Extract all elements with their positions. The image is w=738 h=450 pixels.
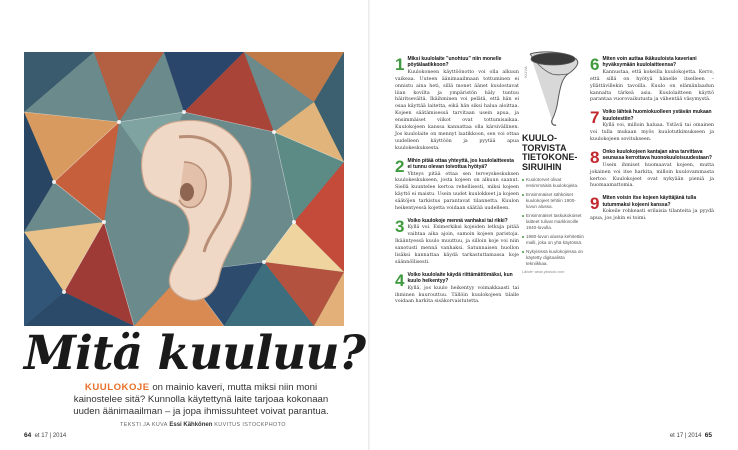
deck: [66, 382, 336, 418]
credits-photo-label: KUVITUS ISTOCKPHOTO: [214, 422, 286, 428]
question-number: 6: [590, 55, 600, 74]
question-block: [395, 158, 519, 213]
question-block: [590, 56, 714, 104]
deck-kicker: KUULOKOJE: [84, 382, 150, 393]
answer-text: Kyllä, jos kuulo heikentyy voimakkaasti tai ihminen kuurouttuu. Tällöin kuulokojeen tilalle voidaan harkita sisäkorvaistutetta.: [395, 285, 519, 305]
gutter: [368, 0, 370, 450]
question-number: 9: [590, 194, 600, 214]
folio-left-page: 64: [24, 432, 32, 439]
question-block: [395, 272, 519, 307]
column-3: [590, 56, 714, 228]
question-text: Onko kuulokojeen kantajan aina tarvittava seurassa kerrottava huonokuuloisuudestaan?: [602, 148, 712, 162]
answer-text: Kuulokoneen käyttöönotto voi olla alkuun vaikeaa. Uuteen äänimaailmaan tottuminen ei onnistu aina heti, sillä monet äänet kuulostavat liian kovilta ja ympäristön häly tuntuu häiritsevältä. Ikäihminen voi pelätä, että hän ei osaa käyttää laitetta, eikä hän siksi halua aloittaa. Kojeen säätämisessä tarvitaan usein apua, ja ensimmäiset viikot ovat tottumisaikaa. Kuulokojeen kanssa kannattaa olla kärsivällinen. Jos kuulolaite on mennyt laatikkoon, sen voi ottaa uudelleen käyttöön ja pyytää apua kuulokeskuksesta.: [395, 69, 519, 151]
question-block: [395, 56, 519, 153]
answer-text: Usein ihmiset huomaavat kojeen, mutta jokainen voi itse harkita, milloin kuulovammasta kertoo. Kuulokojeet ovat nykyään pieniä ja huomaamattomia.: [590, 162, 714, 189]
question-number: 2: [395, 156, 405, 176]
credits-text-label: TEKSTI JA KUVA: [120, 422, 168, 428]
sidebar-list-item: Ensimmäiset taskukokoiset laitteet tulivat markkinoille 1940-luvulla.: [522, 213, 584, 231]
sidebar-list-item: Nykyisissä kuulokojeissa on käytetty digitaalista tekniikkaa.: [522, 249, 584, 267]
question-text: Voiko kuulolaite käydä riittämättömäksi, kun kuulo heikentyy?: [407, 271, 513, 285]
question-text: Voiko kuulokoje mennä vanhaksi tai rikki?: [407, 217, 508, 224]
ear-illustration: [24, 52, 344, 326]
sidebar-list-item: Kuulotorvet olivat ensimmäisiä kuulokojeita.: [522, 177, 584, 189]
folio-left: [24, 432, 66, 439]
question-text: Voiko lähteä huomiokuolleen ystävän mukaan kuulotestiin?: [602, 109, 712, 122]
question-number: 3: [395, 216, 405, 236]
sidebar-source: Lähde: www.yksisok.com: [522, 270, 565, 275]
sidebar-list-item: 1980-luvun alussa kehitettiin malli, joka on yhä käytössä.: [522, 234, 584, 246]
folio-right-issue: 17 | 2014: [676, 433, 702, 439]
question-number: 8: [590, 147, 600, 167]
question-text: Miksi kuulolaite "unohtuu" niin monelle pöytälaatikkoon?: [407, 56, 502, 69]
ear-trumpet-illustration: [522, 48, 584, 128]
question-text: Miten voin auttaa ikäkuuloista kaveriani hyväksymään kuulolaitteensa?: [602, 56, 697, 69]
credits-author: Essi Kähkönen: [169, 422, 213, 428]
column-1: [395, 56, 519, 311]
folio-right-page: 65: [704, 432, 712, 439]
answer-text: Kyllä voi. Esimerkiksi kojeiden letkuja pitää vaihtaa aika ajoin, samoin kojeen paristoja. Ikääntyessä kuulo muuttuu, ja silloin koje voi niin sanotusti mennä vanhaksi. Satunnaisen huollon lisäksi kannattaa käydä tarkastuttamassa koje säännöllisesti.: [395, 225, 519, 265]
sidebar-list: [522, 177, 584, 267]
folio-right: [670, 432, 712, 439]
answer-text: Yhteys pitää ottaa sen terveyskeskuksen kuulokeskukseen, josta kojeen on alkuun saanut. Siellä kuuntelee kertoa rehellisesti, miksi kojeen käyttö ei maistu. Usein uudet kuulokkeet ja kojeen säätöjen tarkistus parantavat tilannetta. Kuulon heikentyessä kojetta voidaan säätää uudelleen.: [395, 171, 519, 212]
answer-text: Kannustaa, että kokeilla kuulokojetta. Kerro, että sillä on hyötyä hänelle itselleen – yllättävillekin tavoilla. Kuulo on elämänlaadun kannalta tärkeä asia. Kuulolaitteen käyttö parantaa vuorovaikutusta ja vähentää väsymystä.: [590, 69, 714, 103]
folio-right-mag: et: [669, 433, 675, 439]
question-text: Mihin pitää ottaa yhteyttä, jos kuulolaitteesta ei tunnu olevan toivottua hyötyä?: [407, 157, 514, 171]
answer-text: Kyllä voi, milloin haluaa. Ystävä tai omainen voi tulla mukaan myös kuulotutkimukseen ja kuulokojeen sovitukseen.: [590, 123, 714, 142]
question-number: 1: [395, 55, 405, 74]
question-number: 4: [395, 270, 405, 290]
folio-left-issue: 17 | 2014: [41, 433, 67, 439]
question-text: Miten voisin itse kojeen käyttäjänä tulla tutummaksi kojeeni kanssa?: [602, 195, 697, 208]
question-block: [590, 149, 714, 190]
question-block: [395, 218, 519, 267]
sidebar-caption: KUVA: [524, 66, 528, 78]
ear-image: [24, 52, 344, 326]
sidebar-title: KUULO-TORVISTA TIETOKONE-SIRUIHIN: [522, 133, 578, 172]
question-block: [590, 195, 714, 223]
headline: Mitä kuuluu?: [24, 326, 366, 381]
ear-trumpet-icon: [522, 48, 582, 128]
question-block: [590, 109, 714, 144]
folio-left-mag: et: [34, 433, 40, 439]
sidebar: [522, 48, 584, 274]
credits: [120, 422, 286, 428]
sidebar-list-item: Ensimmäiset sähköiset kuulokojeet tehtiin 1900-luvun alussa.: [522, 192, 584, 210]
question-number: 7: [590, 108, 600, 128]
answer-text: Kokeile rohkeasti erilaisia tilanteita ja pyydä apua, jos jokin ei toimi.: [590, 209, 714, 222]
deck-text: on mainio kaveri, mutta miksi niin moni kainostelee sitä? Kunnolla käytettynä laite tarjoaa kokonaan uuden äänimaailman – ja jopa ihmissuhteet voivat parantua.: [73, 382, 329, 417]
